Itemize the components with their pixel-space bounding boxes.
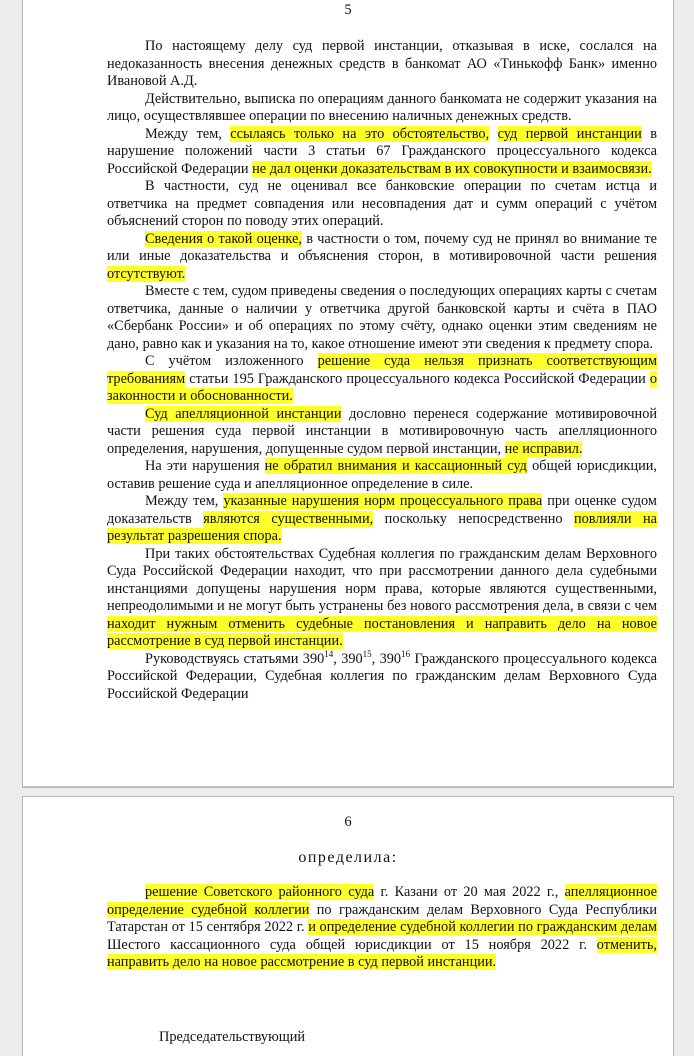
paragraph-5: [107, 231, 657, 284]
text-run: , 390: [333, 650, 363, 667]
paragraph-3: [107, 126, 657, 179]
page-5: [22, 0, 674, 788]
paragraph-11: [107, 546, 657, 651]
paragraph-9: [107, 458, 657, 493]
page-number: 5: [344, 2, 352, 18]
highlight: не дал оценки доказательствам в их совокупности и взаимосвязи.: [252, 160, 652, 177]
text-run: На эти нарушения: [145, 458, 265, 474]
superscript: 15: [362, 648, 372, 659]
text-run: , 390: [371, 650, 402, 667]
highlight: находит нужным отменить судебные постановления и направить дело на новое рассмотрение в суд первой инстанции.: [107, 615, 657, 649]
highlight: апелляционное определение судебной коллегии: [107, 884, 658, 918]
paragraph-4: В частности, суд не оценивал все банковские операции по счетам истца и ответчика на предмет совпадения или несовпадения дат и сумм операций с учётом объяснений сторон по поводу этих операций.: [107, 178, 657, 229]
text-run: Шестого кассационного суда общей юрисдикции от 15 ноября 2022 г.: [107, 936, 597, 953]
superscript: 14: [324, 648, 334, 659]
text-run: С учётом изложенного: [145, 353, 318, 369]
paragraph-1: По настоящему делу суд первой инстанции, отказывая в иске, сослался на недоказанность внесения денежных средств в банкомат АО «Тинькофф Банк» именно Ивановой А.Д.: [107, 38, 657, 89]
text-run: Между тем,: [145, 125, 231, 142]
page-bottom-rule: [23, 786, 673, 787]
paragraph-6: Вместе с тем, судом приведены сведения о последующих операциях карты с счетам ответчика, данные о наличии у ответчика другой банковской карты и счёта в ПАО «Сбербанк России» и об операциях по этому счёту, однако оценки этим сведениям не дано, равно как и указания на то, какое отношение имеют эти сведения к предмету спора.: [107, 283, 657, 352]
highlight: и определение судебной коллегии по гражданским делам: [308, 919, 657, 935]
text-run: Гражданского процессуального кодекса Российской Федерации, Судебная коллегия по гражданским делам Верховного Суда Российской Федерации: [107, 650, 658, 702]
highlight: не обратил внимания и кассационный суд: [264, 458, 527, 474]
resolution-paragraph: [107, 884, 657, 972]
highlight: не исправил.: [504, 440, 583, 457]
text-run: Между тем,: [145, 493, 224, 509]
highlight: отменить, направить дело на новое рассмотрение в суд первой инстанции.: [107, 936, 657, 970]
paragraph-2: Действительно, выписка по операциям данного банкомата не содержит указания на лицо, осуществлявшее операции по внесению наличных денежных средств.: [107, 90, 657, 124]
highlight: Сведения о такой оценке,: [145, 230, 302, 247]
highlight: указанные нарушения норм процессуального права: [223, 493, 543, 509]
highlight: Суд апелляционной инстанции: [145, 405, 342, 422]
page-5-body: [107, 38, 657, 703]
highlight: суд первой инстанции: [497, 125, 642, 142]
text-run: при оценке судом доказательств: [107, 493, 657, 527]
text-run: в нарушение положений части 3 статьи 67 Гражданского процессуального кодекса Российской Федерации: [107, 125, 657, 177]
highlight: решение Советского районного суда: [145, 884, 375, 900]
section-heading: определила:: [298, 849, 398, 866]
highlight: являются существенными,: [203, 510, 374, 527]
highlight: повлияли на результат разрешения спора.: [107, 510, 657, 544]
signature-label: Председательствующий: [159, 1029, 306, 1045]
text-run: Руководствуясь статьями 390: [145, 650, 325, 667]
text-run: [489, 126, 497, 142]
text-run: дословно перенеся содержание мотивировочной части решения суда первой инстанции в мотивировочную часть апелляционного определения, нарушения, допущенные судом первой инстанции,: [107, 405, 658, 457]
text-run: При таких обстоятельствах Судебная коллегия по гражданским делам Верховного Суда Российской Федерации находит, что при рассмотрении данного дела судебными инстанциями допущены нарушения норм права, которые являются существенными, непреодолимыми и не могут быть устранены без нового рассмотрения дела, в связи с чем: [107, 545, 657, 614]
highlight: решение суда нельзя признать соответствующим требованиям: [107, 353, 657, 387]
highlight: ссылаясь только на это обстоятельство,: [230, 125, 490, 142]
page-6: [22, 796, 674, 1056]
highlight: отсутствуют.: [107, 265, 186, 282]
paragraph-7: [107, 353, 657, 406]
text-run: г. Казани от 20 мая 2022 г.,: [374, 884, 565, 900]
superscript: 16: [401, 648, 411, 659]
paragraph-10: [107, 493, 657, 546]
highlight: о законности и обоснованности.: [107, 370, 657, 404]
paragraph-8: [107, 406, 657, 459]
page-6-body: [107, 884, 657, 972]
text-run: общей юрисдикции, оставив решение суда и апелляционное определение в силе.: [107, 458, 657, 492]
text-run: в частности о том, почему суд не принял во внимание те или иные доказательства и объяснения сторон, в мотивировочной части решения: [107, 230, 658, 264]
page-number: 6: [344, 814, 352, 830]
text-run: по гражданским делам Верховного Суда Республики Татарстан от 15 сентября 2022 г.: [107, 901, 657, 935]
text-run: статьи 195 Гражданского процессуального кодекса Российской Федерации: [185, 370, 650, 387]
paragraph-12: [107, 648, 658, 704]
text-run: поскольку непосредственно: [373, 510, 574, 527]
